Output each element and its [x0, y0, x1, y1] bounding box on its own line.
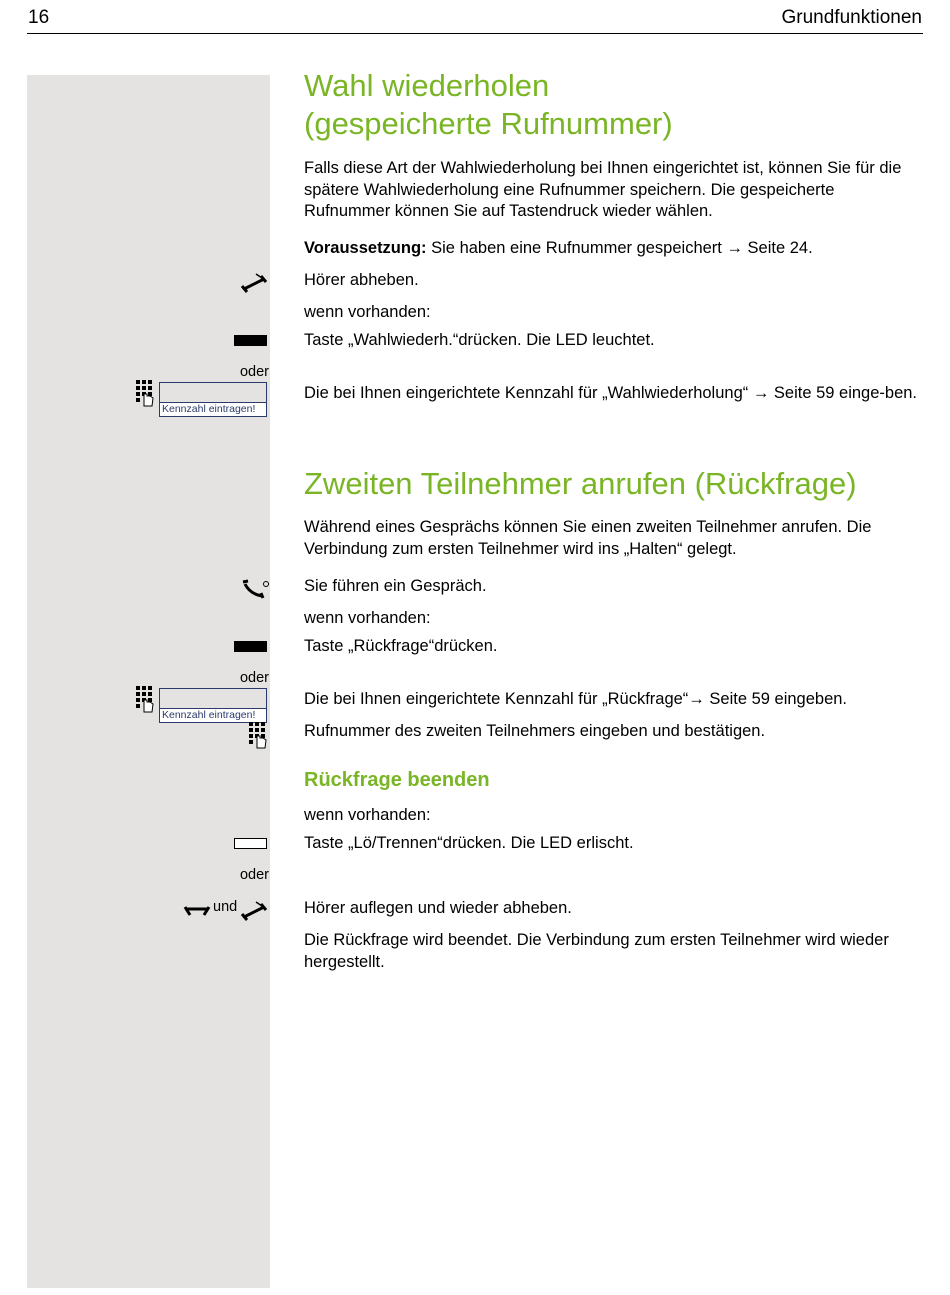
function-key-icon [234, 335, 267, 346]
if-available-2: wenn vorhanden: [304, 609, 431, 627]
or-label-3: oder [239, 867, 269, 883]
section2-intro: Während eines Gesprächs können Sie einen zweiten Teilnehmer anrufen. Die Verbindung zum ersten Teilnehmer wird ins „Halten“ gelegt. [304, 518, 872, 558]
handset-lift-icon [240, 900, 270, 922]
or-label: oder [239, 364, 269, 380]
step-key-3: Taste „Lö/Trennen“drücken. Die LED erlischt. [304, 834, 634, 852]
section3-title: Rückfrage beenden [304, 769, 490, 791]
if-available: wenn vorhanden: [304, 303, 431, 321]
handset-lift-icon [240, 272, 270, 294]
step-code: Die bei Ihnen eingerichtete Kennzahl für „Wahlwiederholung“ → Seite 59 einge-ben. [304, 384, 918, 402]
or-label-2: oder [239, 670, 269, 686]
section-title-line2: (gespeicherte Rufnummer) [304, 106, 673, 141]
code-entry-box-2 [159, 688, 267, 723]
code-entry-label-2: Kennzahl eintragen! [160, 708, 266, 722]
precondition-label: Voraussetzung: [304, 239, 427, 257]
keypad-icon [136, 686, 156, 714]
intro-paragraph: Falls diese Art der Wahlwiederholung bei Ihnen eingerichtet ist, können Sie für die spätere Wahlwiederholung eine Rufnummer speichern. Die gespeicherte Rufnummer können Sie auf Tastendruck wieder wählen. [304, 159, 902, 220]
handset-talking-icon [242, 578, 270, 600]
step-key: Taste „Wahlwiederh.“drücken. Die LED leuchtet. [304, 331, 655, 349]
header-rule [27, 33, 923, 34]
result-text: Die Rückfrage wird beendet. Die Verbindung zum ersten Teilnehmer wird wieder hergestellt. [304, 931, 889, 971]
step-hangup: Hörer auflegen und wieder abheben. [304, 899, 572, 917]
function-key-empty-icon [234, 838, 267, 849]
chapter-title: Grundfunktionen [781, 7, 922, 28]
page-number: 16 [28, 7, 50, 28]
precondition-text: Sie haben eine Rufnummer gespeichert → Seite 24. [426, 239, 813, 257]
precondition [304, 238, 924, 260]
sidebar-panel [27, 75, 270, 1288]
step-lift: Hörer abheben. [304, 271, 419, 289]
keypad-icon [249, 722, 269, 750]
code-entry-label: Kennzahl eintragen! [160, 402, 266, 416]
section-title-line1: Wahl wiederholen [304, 68, 550, 103]
keypad-icon [136, 380, 156, 408]
and-label: und [213, 899, 238, 915]
code-entry-box [159, 382, 267, 417]
section-title [304, 67, 673, 143]
if-available-3: wenn vorhanden: [304, 806, 431, 824]
function-key-icon [234, 641, 267, 652]
handset-hangup-icon [182, 903, 212, 919]
step-call: Sie führen ein Gespräch. [304, 577, 487, 595]
step-code-2: Die bei Ihnen eingerichtete Kennzahl für „Rückfrage“→ Seite 59 eingeben. [304, 690, 848, 708]
step-dial: Rufnummer des zweiten Teilnehmers eingeben und bestätigen. [304, 722, 766, 740]
step-key-2: Taste „Rückfrage“drücken. [304, 637, 498, 655]
section2-title: Zweiten Teilnehmer anrufen (Rückfrage) [304, 466, 857, 501]
